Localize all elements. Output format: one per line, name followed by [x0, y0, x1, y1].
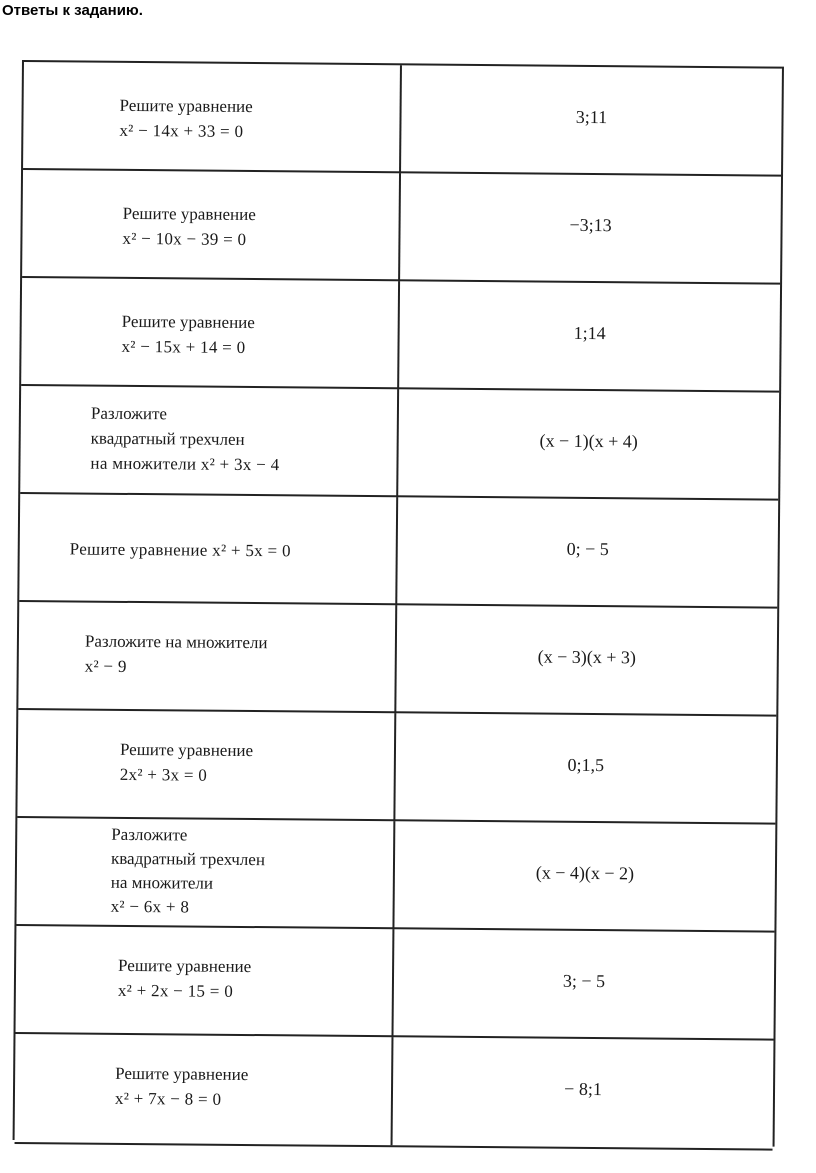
answer-cell: (x − 4)(x − 2): [535, 862, 635, 884]
answer-cell: 3;11: [575, 106, 608, 128]
table-row: [15, 1032, 774, 1151]
task-equation: на множители x² + 3x − 4: [90, 453, 280, 475]
answer-cell: − 8;1: [564, 1078, 602, 1100]
answer-cell: 0; − 5: [566, 538, 609, 560]
task-cell: [121, 309, 255, 360]
task-cell: [70, 536, 291, 563]
answer-cell: 0;1,5: [567, 754, 605, 776]
answer-cell: (x − 3)(x + 3): [537, 646, 637, 668]
task-cell: [111, 823, 266, 920]
task-cell: [90, 401, 280, 478]
table-row: [16, 816, 775, 933]
task-line: Разложите: [90, 403, 168, 424]
task-line: Решите уравнение: [115, 1063, 249, 1085]
task-equation: x² − 14x + 33 = 0: [119, 120, 244, 141]
task-line: Решите уравнение: [122, 203, 256, 225]
task-cell: [122, 201, 256, 252]
task-line: квадратный трехчлен: [110, 848, 266, 870]
task-equation: x² − 15x + 14 = 0: [121, 336, 246, 357]
answer-cell: −3;13: [569, 214, 612, 236]
task-equation: x² + 7x − 8 = 0: [114, 1088, 222, 1109]
task-cell: [115, 1061, 249, 1112]
task-line: Решите уравнение: [121, 311, 255, 333]
table-row: [21, 276, 780, 393]
task-equation: Решите уравнение x² + 5x = 0: [69, 539, 291, 561]
table-row: [16, 924, 775, 1041]
table-row: [23, 60, 782, 177]
task-cell: [119, 93, 253, 144]
table-row: [17, 708, 776, 825]
task-line: Решите уравнение: [119, 95, 253, 117]
task-equation: 2x² + 3x = 0: [119, 764, 208, 785]
task-cell: [120, 737, 254, 788]
task-cell: [118, 953, 252, 1004]
task-line: Решите уравнение: [119, 739, 254, 761]
table-row: [18, 600, 777, 717]
task-equation: x² − 9: [84, 656, 127, 676]
task-equation: x² − 10x − 39 = 0: [122, 228, 247, 249]
answer-cell: (x − 1)(x + 4): [539, 430, 638, 452]
page-heading: Ответы к заданию.: [2, 2, 143, 19]
table-row: [20, 384, 779, 501]
task-line: Разложите на множители: [84, 631, 268, 653]
table-row: [22, 168, 781, 285]
task-line: Решите уравнение: [118, 955, 252, 977]
task-line: квадратный трехчлен: [90, 428, 245, 449]
answer-cell: 3; − 5: [562, 970, 606, 992]
answers-table: [13, 60, 784, 1147]
table-row: [19, 492, 778, 609]
task-equation: x² − 6x + 8: [110, 896, 190, 917]
task-line: Разложите: [111, 824, 188, 845]
task-cell: [85, 629, 268, 681]
answer-cell: 1;14: [573, 322, 606, 344]
task-line: на множители: [110, 872, 214, 893]
task-equation: x² + 2x − 15 = 0: [117, 980, 234, 1001]
